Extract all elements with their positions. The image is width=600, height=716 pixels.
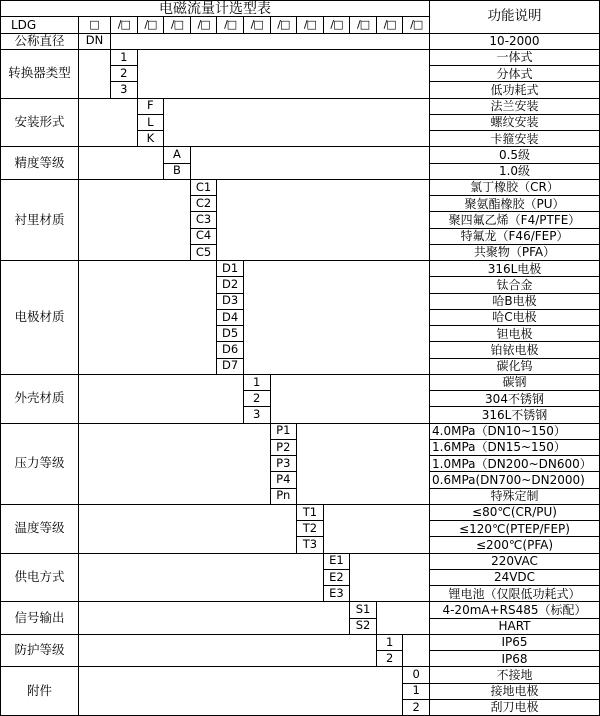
code-slot-box: /□ bbox=[350, 17, 377, 33]
function-column-header: 功能说明 bbox=[430, 1, 600, 34]
code-slot-box: /□ bbox=[324, 17, 351, 33]
option-desc: 哈C电极 bbox=[430, 310, 600, 326]
option-code: D5 bbox=[217, 326, 244, 342]
option-desc: IP68 bbox=[430, 651, 600, 667]
option-desc: 4-20mA+RS485（标配） bbox=[430, 602, 600, 618]
group-label: 电极材质 bbox=[1, 261, 79, 375]
table-title: 电磁流量计选型表 bbox=[1, 1, 430, 17]
option-code: P1 bbox=[271, 424, 298, 440]
spacer-cell bbox=[79, 50, 111, 99]
group-label: 转换器类型 bbox=[1, 50, 79, 99]
code-slot-box: /□ bbox=[138, 17, 165, 33]
option-desc: 24VDC bbox=[430, 570, 600, 586]
spacer-cell bbox=[79, 147, 164, 180]
option-code: E1 bbox=[324, 554, 351, 570]
option-desc: 10-2000 bbox=[430, 34, 600, 50]
option-code: 1 bbox=[111, 50, 138, 66]
option-code: 2 bbox=[111, 66, 138, 82]
spacer-cell bbox=[324, 505, 430, 554]
code-slot-box: /□ bbox=[244, 17, 271, 33]
option-desc: 0.5级 bbox=[430, 147, 600, 163]
option-desc: 4.0MPa（DN10~150） bbox=[430, 424, 600, 440]
option-desc: 一体式 bbox=[430, 50, 600, 66]
code-slot-box: /□ bbox=[403, 17, 430, 33]
option-code: L bbox=[138, 115, 165, 131]
option-desc: ≤200℃(PFA) bbox=[430, 537, 600, 553]
spacer-cell bbox=[164, 99, 430, 148]
option-desc: HART bbox=[430, 619, 600, 635]
option-desc: 卡箍安装 bbox=[430, 131, 600, 147]
spacer-cell bbox=[79, 554, 324, 603]
group-label: 精度等级 bbox=[1, 147, 79, 180]
code-slot-box: /□ bbox=[164, 17, 191, 33]
option-code: D6 bbox=[217, 342, 244, 358]
option-code: 1 bbox=[377, 635, 404, 651]
option-desc: 特殊定制 bbox=[430, 489, 600, 505]
option-code: 2 bbox=[403, 700, 430, 716]
code-slot-box: /□ bbox=[377, 17, 404, 33]
option-code: C1 bbox=[191, 180, 218, 196]
option-desc: 螺纹安装 bbox=[430, 115, 600, 131]
option-desc: 1.0MPa（DN200~DN600） bbox=[430, 456, 600, 472]
option-code: 3 bbox=[111, 82, 138, 98]
spacer-cell bbox=[79, 505, 297, 554]
spacer-cell bbox=[79, 424, 271, 505]
option-desc: 碳钢 bbox=[430, 375, 600, 391]
option-desc: IP65 bbox=[430, 635, 600, 651]
option-desc: 聚四氟乙烯（F4/PTFE） bbox=[430, 212, 600, 228]
option-desc: ≤80℃(CR/PU) bbox=[430, 505, 600, 521]
option-desc: 220VAC bbox=[430, 554, 600, 570]
option-code: S2 bbox=[350, 619, 377, 635]
group-label: 附件 bbox=[1, 667, 79, 716]
option-code: 0 bbox=[403, 667, 430, 683]
option-code: D3 bbox=[217, 294, 244, 310]
option-code: C2 bbox=[191, 196, 218, 212]
spacer-cell bbox=[350, 554, 430, 603]
spacer-cell bbox=[79, 602, 350, 635]
option-desc: 共聚物（PFA） bbox=[430, 245, 600, 261]
option-desc: 不接地 bbox=[430, 667, 600, 683]
option-desc: ≤120℃(PTEP/FEP) bbox=[430, 521, 600, 537]
option-code: T3 bbox=[297, 537, 324, 553]
option-code: T2 bbox=[297, 521, 324, 537]
option-desc: 316L电极 bbox=[430, 261, 600, 277]
option-code: 2 bbox=[377, 651, 404, 667]
option-code: K bbox=[138, 131, 165, 147]
option-desc: 分体式 bbox=[430, 66, 600, 82]
option-desc: 316L不锈钢 bbox=[430, 407, 600, 423]
spacer-cell bbox=[79, 667, 403, 716]
option-code: E3 bbox=[324, 586, 351, 602]
spacer-cell bbox=[191, 147, 430, 180]
option-desc: 哈B电极 bbox=[430, 294, 600, 310]
option-code: 2 bbox=[244, 391, 271, 407]
option-desc: 1.0级 bbox=[430, 164, 600, 180]
group-label: 公称直径 bbox=[1, 34, 79, 50]
option-desc: 钽电极 bbox=[430, 326, 600, 342]
group-label: 衬里材质 bbox=[1, 180, 79, 261]
option-code: A bbox=[164, 147, 191, 163]
option-code: T1 bbox=[297, 505, 324, 521]
option-code: P2 bbox=[271, 440, 298, 456]
option-code: P4 bbox=[271, 472, 298, 488]
spacer-cell bbox=[244, 261, 430, 375]
code-slot-box: /□ bbox=[191, 17, 218, 33]
option-code: B bbox=[164, 164, 191, 180]
option-desc: 接地电极 bbox=[430, 684, 600, 700]
group-label: 信号输出 bbox=[1, 602, 79, 635]
option-code: S1 bbox=[350, 602, 377, 618]
group-label: 安装形式 bbox=[1, 99, 79, 148]
spacer-cell bbox=[79, 99, 138, 148]
option-code: 3 bbox=[244, 407, 271, 423]
option-code: C5 bbox=[191, 245, 218, 261]
option-code: F bbox=[138, 99, 165, 115]
option-code: E2 bbox=[324, 570, 351, 586]
spacer-cell bbox=[79, 180, 191, 261]
option-code: DN bbox=[79, 34, 111, 50]
option-desc: 刮刀电极 bbox=[430, 700, 600, 716]
group-label: 防护等级 bbox=[1, 635, 79, 668]
code-slot-box: /□ bbox=[111, 17, 138, 33]
option-desc: 1.6MPa（DN15~150） bbox=[430, 440, 600, 456]
spacer-cell bbox=[377, 602, 430, 635]
option-desc: 304不锈钢 bbox=[430, 391, 600, 407]
option-code: Pn bbox=[271, 489, 298, 505]
code-slot-box: /□ bbox=[217, 17, 244, 33]
option-desc: 碳化钨 bbox=[430, 359, 600, 375]
code-slot-box: /□ bbox=[271, 17, 298, 33]
option-desc: 钛合金 bbox=[430, 277, 600, 293]
spacer-cell bbox=[138, 50, 430, 99]
spacer-cell bbox=[79, 261, 217, 375]
code-slot-box: /□ bbox=[297, 17, 324, 33]
option-desc: 聚氨酯橡胶（PU） bbox=[430, 196, 600, 212]
option-code: P3 bbox=[271, 456, 298, 472]
option-code: D2 bbox=[217, 277, 244, 293]
option-code: D7 bbox=[217, 359, 244, 375]
group-label: 外壳材质 bbox=[1, 375, 79, 424]
option-desc: 低功耗式 bbox=[430, 82, 600, 98]
group-label: 压力等级 bbox=[1, 424, 79, 505]
group-label: 供电方式 bbox=[1, 554, 79, 603]
option-desc: 氯丁橡胶（CR） bbox=[430, 180, 600, 196]
spacer-cell bbox=[297, 424, 430, 505]
option-desc: 锂电池（仅限低功耗式） bbox=[430, 586, 600, 602]
spacer-cell bbox=[217, 180, 430, 261]
spacer-cell bbox=[271, 375, 431, 424]
option-code: 1 bbox=[403, 684, 430, 700]
option-code: 1 bbox=[244, 375, 271, 391]
spacer-cell bbox=[79, 375, 244, 424]
model-code-box: □ bbox=[79, 17, 111, 33]
option-desc: 特氟龙（F46/FEP） bbox=[430, 229, 600, 245]
option-code: D1 bbox=[217, 261, 244, 277]
option-code: C4 bbox=[191, 229, 218, 245]
option-code: C3 bbox=[191, 212, 218, 228]
option-desc: 0.6MPa(DN700~DN2000) bbox=[430, 472, 600, 488]
spacer-cell bbox=[79, 635, 377, 668]
spacer-cell bbox=[111, 34, 430, 50]
option-code: D4 bbox=[217, 310, 244, 326]
model-prefix: LDG bbox=[1, 17, 79, 33]
group-label: 温度等级 bbox=[1, 505, 79, 554]
option-desc: 法兰安装 bbox=[430, 99, 600, 115]
option-desc: 铂铱电极 bbox=[430, 342, 600, 358]
spacer-cell bbox=[403, 635, 430, 668]
